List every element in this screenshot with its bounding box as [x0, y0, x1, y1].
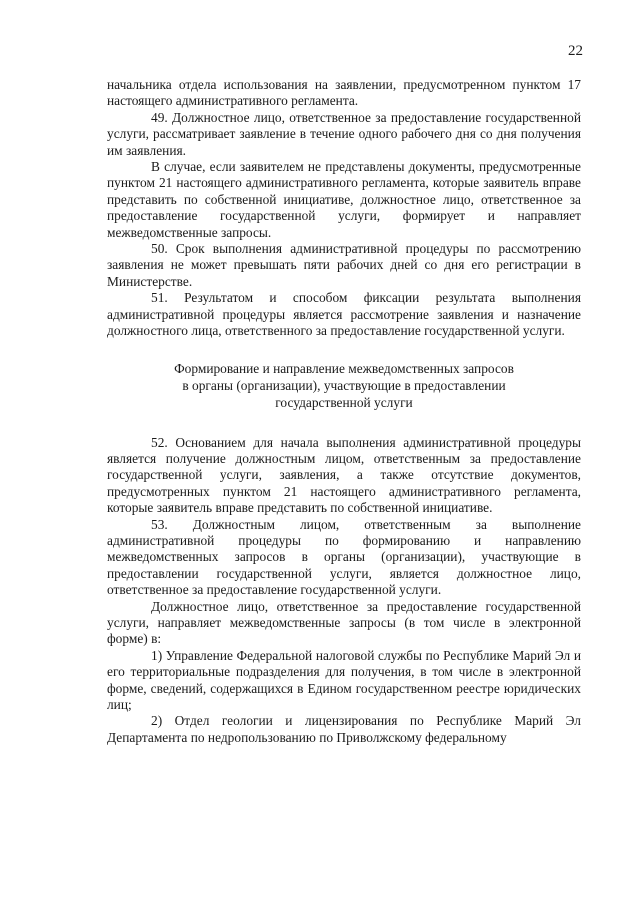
section-heading-line: Формирование и направление межведомственных запросов [174, 360, 514, 376]
section-heading-line: государственной услуги [275, 394, 413, 410]
paragraph-51: 51. Результатом и способом фиксации результата выполнения административной процедуры является рассмотрение заявления и назначение должностного лица, ответственного за предоставление государственной услуги. [107, 290, 581, 339]
paragraph-missing-documents: В случае, если заявителем не представлены документы, предусмотренные пунктом 21 настоящего административного регламента, которые заявитель вправе представить по собственной инициативе, должностное лицо, ответственное за предоставление государственной услуги, формирует и направляет межведомственные запросы. [107, 159, 581, 240]
document-body [107, 77, 581, 746]
paragraph-requests: Должностное лицо, ответственное за предоставление государственной услуги, направляет межведомственные запросы (в том числе в электронной форме) в: [107, 598, 581, 647]
section-heading [107, 360, 581, 411]
paragraph-50: 50. Срок выполнения административной процедуры по рассмотрению заявления не может превышать пяти рабочих дней со дня его регистрации в Министерстве. [107, 241, 581, 289]
paragraph-continuation: начальника отдела использования на заявлении, предусмотренном пунктом 17 настоящего административного регламента. [107, 77, 581, 109]
page-number: 22 [568, 43, 583, 59]
list-item-1: 1) Управление Федеральной налоговой службы по Республике Марий Эл и его территориальные подразделения для получения, в том числе в электронной форме, сведений, содержащихся в Едином государственном реестре юридических лиц; [107, 647, 581, 712]
list-item-2: 2) Отдел геологии и лицензирования по Республике Марий Эл Департамента по недропользованию по Приволжскому федеральному [107, 713, 581, 745]
section-heading-line: в органы (организации), участвующие в предоставлении [182, 377, 506, 393]
paragraph-49: 49. Должностное лицо, ответственное за предоставление государственной услуги, рассматривает заявление в течение одного рабочего дня со дня получения им заявления. [107, 109, 581, 158]
paragraph-53: 53. Должностным лицом, ответственным за выполнение административной процедуры по формированию и направлению межведомственных запросов в органы (организации), участвующие в предоставлении государственной услуги, является должностное лицо, ответственное за предоставление государственной услуги. [107, 516, 581, 598]
paragraph-52: 52. Основанием для начала выполнения административной процедуры является получение должностным лицом, ответственным за предоставление государственной услуги, заявления, а также отсутствие документов, предусмотренных пунктом 21 настоящего административного регламента, которые заявитель вправе представить по собственной инициативе. [107, 434, 581, 516]
